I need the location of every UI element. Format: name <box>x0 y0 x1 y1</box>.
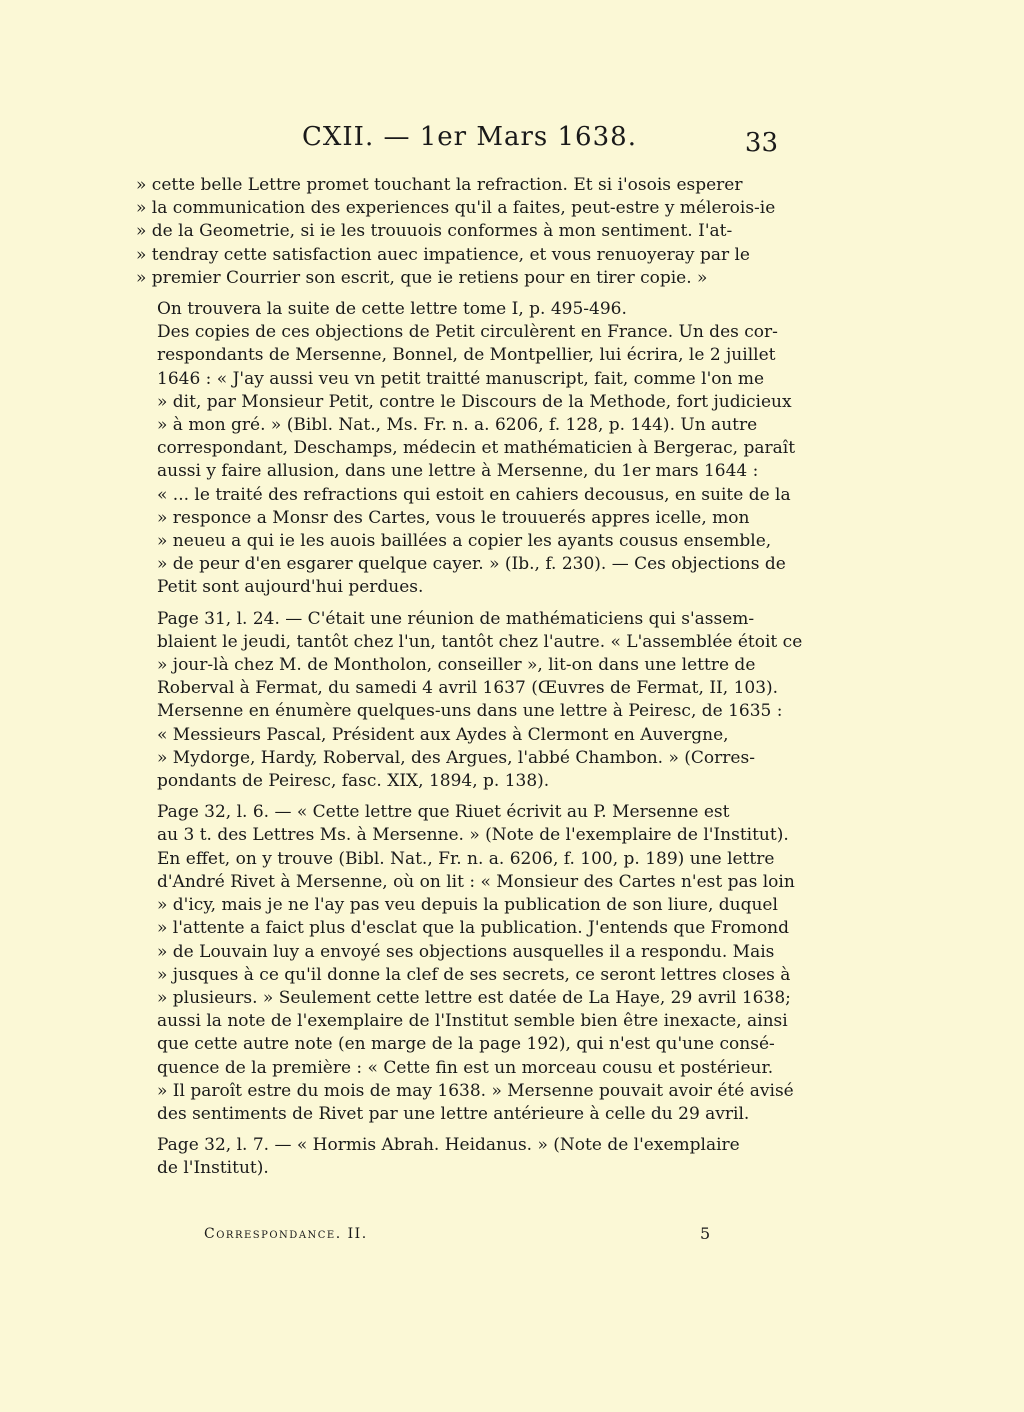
text-line: On trouvera la suite de cette lettre tome I, p. 495-496. <box>157 299 627 320</box>
text-line: » jusques à ce qu'il donne la clef de ses secrets, ce seront lettres closes à <box>157 964 791 985</box>
text-line: » plusieurs. » Seulement cette lettre est datée de La Haye, 29 avril 1638; <box>157 987 791 1008</box>
paragraph-page-32-line-7 <box>136 1134 778 1180</box>
text-line: Des copies de ces objections de Petit circulèrent en France. Un des cor- <box>157 322 778 343</box>
page-footer <box>136 1220 778 1250</box>
text-line: » responce a Monsr des Cartes, vous le trouuerés appres icelle, mon <box>157 507 750 528</box>
body-text <box>136 174 803 1189</box>
page-number: 33 <box>744 128 778 158</box>
text-line: » de peur d'en esgarer quelque cayer. » (Ib., f. 230). — Ces objections de <box>157 554 786 575</box>
paragraph-suite <box>136 298 778 321</box>
text-line: d'André Rivet à Mersenne, où on lit : « Monsieur des Cartes n'est pas loin <box>157 871 795 892</box>
text-line: » de Louvain luy a envoyé ses objections ausquelles il a respondu. Mais <box>157 941 775 962</box>
text-line: » cette belle Lettre promet touchant la refraction. Et si i'osois esperer <box>136 175 743 195</box>
paragraph-page-32-line-6 <box>136 801 795 1126</box>
text-line: de l'Institut). <box>157 1158 269 1179</box>
text-line: Petit sont aujourd'hui perdues. <box>157 577 424 598</box>
text-line: » à mon gré. » (Bibl. Nat., Ms. Fr. n. a. 6206, f. 128, p. 144). Un autre <box>157 415 758 436</box>
text-line: correspondant, Deschamps, médecin et mathématicien à Bergerac, paraît <box>157 438 796 459</box>
text-line: respondants de Mersenne, Bonnel, de Montpellier, lui écrira, le 2 juillet <box>157 345 776 366</box>
text-line: Page 31, l. 24. — C'était une réunion de mathématiciens qui s'assem- <box>157 608 755 629</box>
text-line: » premier Courrier son escrit, que ie retiens pour en tirer copie. » <box>136 267 708 288</box>
text-line: » Il paroît estre du mois de may 1638. » Mersenne pouvait avoir été avisé <box>157 1080 794 1101</box>
signature-mark: Correspondance. II. <box>204 1226 368 1242</box>
paragraph-copies <box>136 321 796 599</box>
text-line: » l'attente a faict plus d'esclat que la publication. J'entends que Fromond <box>157 918 790 939</box>
text-line: » jour-là chez M. de Montholon, conseiller », lit-on dans une lettre de <box>157 655 756 676</box>
running-head <box>136 120 778 160</box>
text-line: En effet, on y trouve (Bibl. Nat., Fr. n. a. 6206, f. 100, p. 189) une lettre <box>157 848 775 869</box>
text-line: » de la Geometrie, si ie les trouuois conformes à mon sentiment. I'at- <box>136 221 733 242</box>
text-line: 1646 : « J'ay aussi veu vn petit traitté manuscript, fait, comme l'on me <box>157 368 765 389</box>
text-line: » d'icy, mais je ne l'ay pas veu depuis la publication de son liure, duquel <box>157 895 778 916</box>
text-line: quence de la première : « Cette fin est un morceau cousu et postérieur. <box>157 1057 774 1078</box>
text-line: aussi y faire allusion, dans une lettre à Mersenne, du 1er mars 1644 : <box>157 461 759 482</box>
text-line: pondants de Peiresc, fasc. XIX, 1894, p. 138). <box>157 771 550 792</box>
text-line: « Messieurs Pascal, Président aux Aydes à Clermont en Auvergne, <box>157 724 729 745</box>
text-line: aussi la note de l'exemplaire de l'Institut semble bien être inexacte, ainsi <box>157 1011 788 1032</box>
text-line: blaient le jeudi, tantôt chez l'un, tantôt chez l'autre. « L'assemblée étoit ce <box>157 631 803 652</box>
text-line: » neueu a qui ie les auois baillées a copier les ayants cousus ensemble, <box>157 531 772 552</box>
signature-number: 5 <box>700 1224 711 1243</box>
text-line: » Mydorge, Hardy, Roberval, des Argues, l'abbé Chambon. » (Corres- <box>157 747 755 768</box>
text-line: » la communication des experiences qu'il a faites, peut-estre y mélerois-ie <box>136 198 776 219</box>
page <box>136 120 803 1300</box>
text-line: Page 32, l. 7. — « Hormis Abrah. Heidanus. » (Note de l'exemplaire <box>157 1135 740 1156</box>
quotation-paragraph <box>136 174 778 290</box>
header-title: CXII. — 1er Mars 1638. <box>302 122 637 152</box>
text-line: Page 32, l. 6. — « Cette lettre que Riuet écrivit au P. Mersenne est <box>157 802 730 823</box>
paragraph-page-31 <box>136 608 803 794</box>
text-line: « ... le traité des refractions qui estoit en cahiers decousus, en suite de la <box>157 484 791 505</box>
text-line: » tendray cette satisfaction auec impatience, et vous renuoyeray par le <box>136 244 750 265</box>
text-line: Roberval à Fermat, du samedi 4 avril 1637 (Œuvres de Fermat, II, 103). <box>157 678 779 699</box>
text-line: que cette autre note (en marge de la page 192), qui n'est qu'une consé- <box>157 1034 775 1055</box>
text-line: » dit, par Monsieur Petit, contre le Discours de la Methode, fort judicieux <box>157 391 792 412</box>
text-line: au 3 t. des Lettres Ms. à Mersenne. » (Note de l'exemplaire de l'Institut). <box>157 825 789 846</box>
text-line: des sentiments de Rivet par une lettre antérieure à celle du 29 avril. <box>157 1103 750 1124</box>
text-line: Mersenne en énumère quelques-uns dans une lettre à Peiresc, de 1635 : <box>157 701 783 722</box>
